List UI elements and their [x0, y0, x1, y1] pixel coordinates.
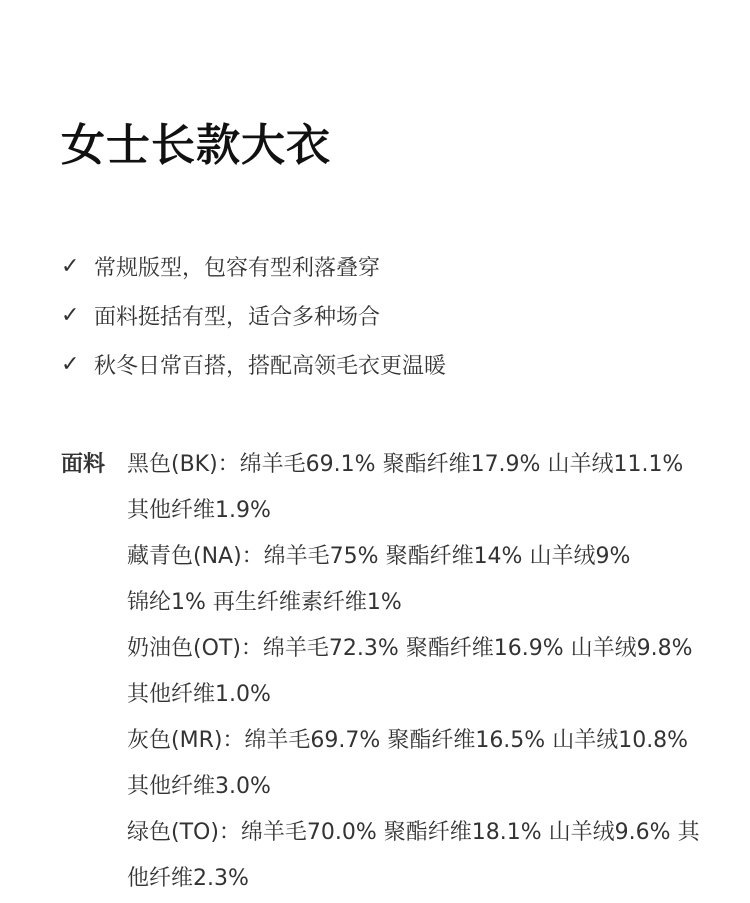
fabric-line: 他纤维2.3% — [127, 866, 249, 891]
fabric-composition — [127, 442, 727, 902]
fabric-line: 黑色(BK)：绵羊毛69.1% 聚酯纤维17.9% 山羊绒11.1% — [127, 452, 684, 477]
fabric-line: 其他纤维1.0% — [127, 682, 271, 707]
fabric-line: 锦纶1% 再生纤维素纤维1% — [127, 590, 402, 615]
feature-item — [61, 291, 446, 340]
product-title: 女士长款大衣 — [61, 120, 331, 171]
check-icon: ✓ — [61, 254, 80, 279]
feature-item — [61, 242, 446, 291]
fabric-line: 奶油色(OT)：绵羊毛72.3% 聚酯纤维16.9% 山羊绒9.8% — [127, 636, 693, 661]
feature-text: 常规版型，包容有型利落叠穿 — [94, 256, 381, 281]
check-icon: ✓ — [61, 303, 80, 328]
feature-list — [61, 242, 446, 389]
fabric-line: 其他纤维3.0% — [127, 774, 271, 799]
fabric-line: 绿色(TO)：绵羊毛70.0% 聚酯纤维18.1% 山羊绒9.6% 其 — [127, 820, 700, 845]
fabric-line: 藏青色(NA)：绵羊毛75% 聚酯纤维14% 山羊绒9% — [127, 544, 631, 569]
fabric-section — [61, 442, 727, 902]
fabric-line: 其他纤维1.9% — [127, 498, 271, 523]
check-icon: ✓ — [61, 352, 80, 377]
feature-text: 秋冬日常百搭，搭配高领毛衣更温暖 — [94, 354, 447, 379]
feature-item — [61, 340, 446, 389]
feature-text: 面料挺括有型，适合多种场合 — [94, 305, 381, 330]
fabric-label: 面料 — [61, 452, 106, 477]
fabric-line: 灰色(MR)：绵羊毛69.7% 聚酯纤维16.5% 山羊绒10.8% — [127, 728, 689, 753]
